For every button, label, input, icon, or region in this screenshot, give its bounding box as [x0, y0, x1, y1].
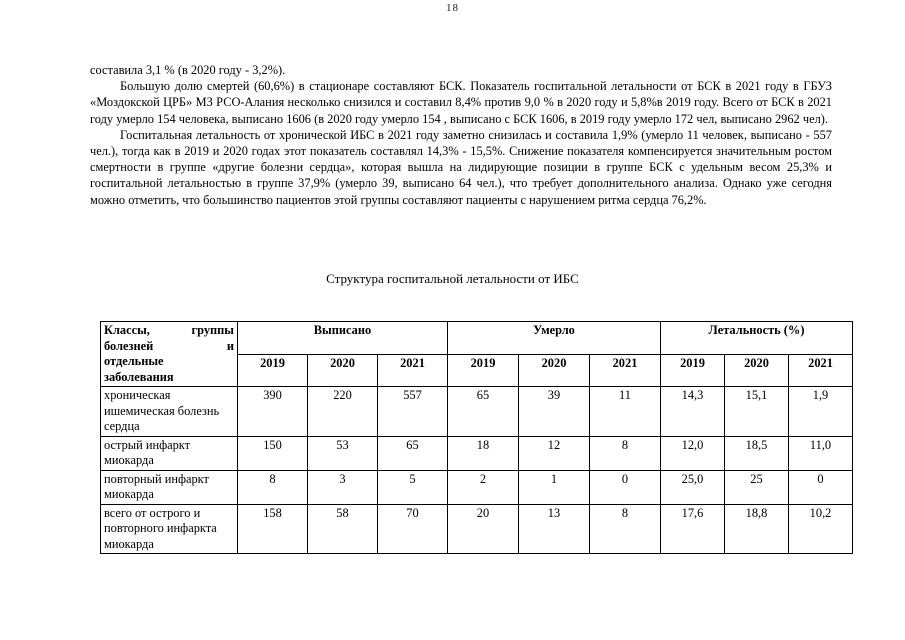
header-year: 2020 — [519, 354, 590, 387]
table-cell: 25 — [725, 470, 789, 504]
table-cell: 1,9 — [789, 387, 853, 437]
paragraph-2: Большую долю смертей (60,6%) в стационаре составляют БСК. Показатель госпитальной летальности от БСК в 2021 году в ГБУЗ «Моздокской ЦРБ» МЗ РСО-Алания несколько снизился и составил 8,4% против 9,0 % в 2020 году и 5,8%в 2019 году. Всего от БСК в 2021 году умерло 154 человека, выписано 1606 (в 2020 году умерло 154 , выписано с БСК 1606, в 2019 году умерло 172 чел, выписано 2962 чел). — [90, 79, 832, 126]
table-cell: 25,0 — [661, 470, 725, 504]
table-row — [101, 504, 853, 554]
header-year: 2020 — [725, 354, 789, 387]
table-cell: 557 — [378, 387, 448, 437]
table-header-row-groups — [101, 322, 853, 355]
table-cell: 8 — [238, 470, 308, 504]
header-year: 2019 — [238, 354, 308, 387]
table-cell: 0 — [590, 470, 661, 504]
header-discharged: Выписано — [238, 322, 448, 355]
header-classes — [101, 322, 238, 387]
body-text — [90, 62, 832, 208]
paragraph-3: Госпитальная летальность от хронической ИБС в 2021 году заметно снизилась и составила 1,9% (умерло 11 человек, выписано - 557 чел.), тогда как в 2019 и 2020 годах этот показатель составлял 14,3% - 15,5%. Снижение показателя компенсируется значительным ростом смертности в группе «другие болезни сердца», которая вышла на лидирующие позиции в группе БСК с удельным весом 25,3% и госпитальной летальностью в группе 37,9% (умерло 39, выписано 64 чел.), что требует дополнительного анализа. Однако уже сегодня можно отметить, что большинство пациентов этой группы составляют пациенты с нарушением ритма сердца 76,2%. — [90, 127, 832, 207]
header-year: 2020 — [308, 354, 378, 387]
table-cell: 15,1 — [725, 387, 789, 437]
header-classes-line: отдельные — [104, 354, 164, 368]
header-year: 2021 — [590, 354, 661, 387]
table-cell: 10,2 — [789, 504, 853, 554]
table-caption: Структура госпитальной летальности от ИБС — [326, 271, 579, 286]
header-year: 2019 — [448, 354, 519, 387]
header-year: 2019 — [661, 354, 725, 387]
table-cell: 11,0 — [789, 436, 853, 470]
table-cell: 20 — [448, 504, 519, 554]
row-label: острый инфаркт миокарда — [101, 436, 238, 470]
table-cell: 39 — [519, 387, 590, 437]
table-cell: 3 — [308, 470, 378, 504]
table-row — [101, 470, 853, 504]
row-label: хроническая ишемическая болезнь сердца — [101, 387, 238, 437]
header-died: Умерло — [448, 322, 661, 355]
paragraph-1: составила 3,1 % (в 2020 году - 3,2%). — [90, 63, 286, 77]
header-year: 2021 — [789, 354, 853, 387]
header-classes-line: Классы, группы — [104, 323, 234, 337]
table-cell: 5 — [378, 470, 448, 504]
row-label: всего от острого и повторного инфаркта миокарда — [101, 504, 238, 554]
table-cell: 158 — [238, 504, 308, 554]
table-cell: 390 — [238, 387, 308, 437]
table-row — [101, 436, 853, 470]
table-cell: 70 — [378, 504, 448, 554]
table-cell: 18 — [448, 436, 519, 470]
mortality-table — [100, 321, 853, 554]
table-cell: 17,6 — [661, 504, 725, 554]
header-classes-line: заболевания — [104, 369, 174, 384]
table-cell: 53 — [308, 436, 378, 470]
table-cell: 12,0 — [661, 436, 725, 470]
header-year: 2021 — [378, 354, 448, 387]
page-number: 18 — [446, 2, 459, 14]
table-cell: 13 — [519, 504, 590, 554]
table-cell: 2 — [448, 470, 519, 504]
table-cell: 14,3 — [661, 387, 725, 437]
table-cell: 65 — [378, 436, 448, 470]
table-cell: 18,8 — [725, 504, 789, 554]
table-cell: 1 — [519, 470, 590, 504]
header-lethality: Летальность (%) — [661, 322, 853, 355]
row-label: повторный инфаркт миокарда — [101, 470, 238, 504]
table-row — [101, 387, 853, 437]
table-cell: 11 — [590, 387, 661, 437]
table-cell: 150 — [238, 436, 308, 470]
table-cell: 8 — [590, 504, 661, 554]
table-cell: 65 — [448, 387, 519, 437]
table-cell: 8 — [590, 436, 661, 470]
table-cell: 12 — [519, 436, 590, 470]
table-cell: 220 — [308, 387, 378, 437]
header-classes-line: болезней и — [104, 338, 234, 353]
table-cell: 58 — [308, 504, 378, 554]
table-cell: 0 — [789, 470, 853, 504]
table-cell: 18,5 — [725, 436, 789, 470]
